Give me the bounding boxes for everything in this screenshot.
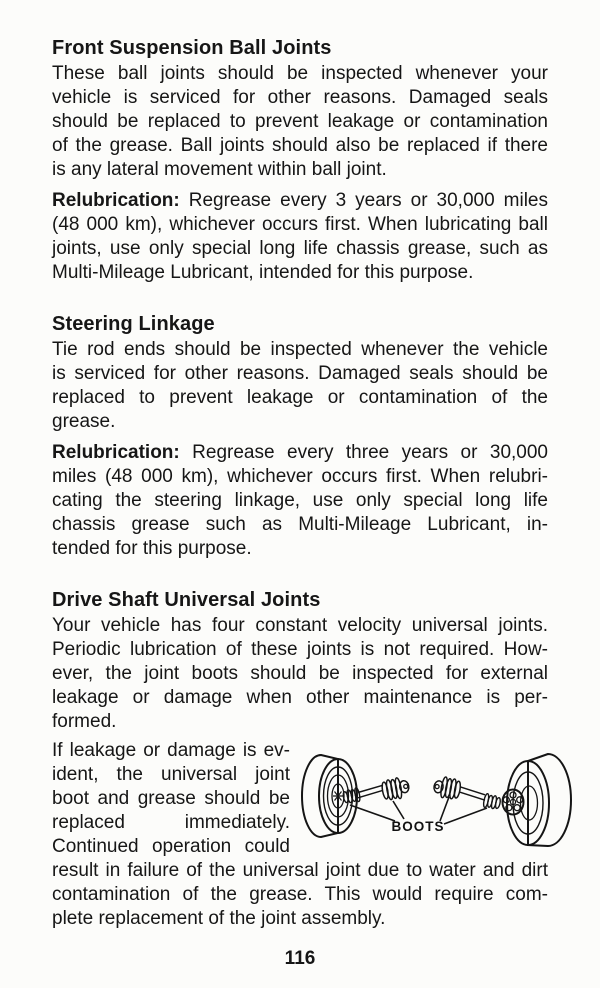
paragraph-continuation (52, 859, 548, 931)
right-axle-outer-boot (432, 775, 461, 800)
text-line: If leakage or damage is ev- (52, 740, 290, 761)
section-drive-shaft-universal-joints (52, 588, 548, 931)
section-front-suspension-ball-joints (52, 36, 548, 285)
section-heading: Steering Linkage (52, 313, 215, 335)
text-line: result in failure of the universal joint due to water and dirt (52, 860, 548, 881)
text-line: replaced immediately. (52, 812, 290, 833)
text-line: leakage or damage when other maintenance is per- (52, 687, 548, 708)
text-line: tended for this purpose. (52, 538, 252, 559)
right-axle-shaft (460, 787, 485, 800)
text-and-illustration-row (52, 739, 548, 859)
paragraph (52, 614, 548, 734)
left-axle-inner-boot (342, 787, 361, 804)
text-line: Relubrication: Regrease every three years or 30,000 (52, 442, 548, 463)
left-axle-outer-boot (381, 776, 411, 801)
text-line: ident, the universal joint (52, 764, 290, 785)
text-line: boot and grease should be (52, 788, 290, 809)
text-line: miles (48 000 km), whichever occurs first. When relubri- (52, 466, 548, 487)
text-line: cating the steering linkage, use only special long life (52, 490, 548, 511)
text-line: plete replacement of the joint assembly. (52, 908, 386, 929)
paragraph-relubrication (52, 441, 548, 561)
text-line: joints, use only special long life chassis grease, such as (52, 238, 548, 259)
text-line: Tie rod ends should be inspected whenever the vehicle (52, 339, 548, 360)
text-line: Periodic lubrication of these joints is not required. How- (52, 639, 548, 660)
text-line: grease. (52, 411, 116, 432)
text-line: formed. (52, 711, 117, 732)
text-line: (48 000 km), whichever occurs first. When lubricating ball (52, 214, 548, 235)
paragraph-relubrication (52, 189, 548, 285)
paragraph (52, 338, 548, 434)
left-wheel (302, 755, 357, 837)
text-line: Continued operation could (52, 836, 290, 857)
text-line: Relubrication: Regrease every 3 years or 30,000 miles (52, 190, 548, 211)
text-line: vehicle is serviced for other reasons. Damaged seals (52, 87, 548, 108)
right-wheel (503, 754, 572, 846)
text-line: ever, the joint boots should be inspected for external (52, 663, 548, 684)
text-line: Multi-Mileage Lubricant, intended for this purpose. (52, 262, 474, 283)
paragraph-narrow-column (52, 739, 290, 859)
text-line: should be replaced to prevent leakage or contamination (52, 111, 548, 132)
text-line: chassis grease such as Multi-Mileage Lubricant, in- (52, 514, 548, 535)
section-steering-linkage (52, 312, 548, 561)
text-line: contamination of the grease. This would require com- (52, 884, 548, 905)
drive-shaft-illustration (290, 739, 548, 859)
section-heading: Drive Shaft Universal Joints (52, 589, 321, 611)
text-line: replaced to prevent leakage or contamination of the (52, 387, 548, 408)
text-line: is serviced for other reasons. Damaged seals should be (52, 363, 548, 384)
page-number: 116 (284, 948, 316, 969)
text-line: These ball joints should be inspected whenever your (52, 63, 548, 84)
left-axle-shaft (358, 785, 383, 798)
text-line: of the grease. Ball joints should also be replaced if there (52, 135, 548, 156)
section-heading: Front Suspension Ball Joints (52, 37, 332, 59)
drive-shaft-boots-drawing (292, 733, 594, 863)
paragraph (52, 62, 548, 182)
text-line: is any lateral movement within ball joint. (52, 159, 387, 180)
boots-label: BOOTS (391, 819, 445, 834)
text-line: Your vehicle has four constant velocity universal joints. (52, 615, 548, 636)
